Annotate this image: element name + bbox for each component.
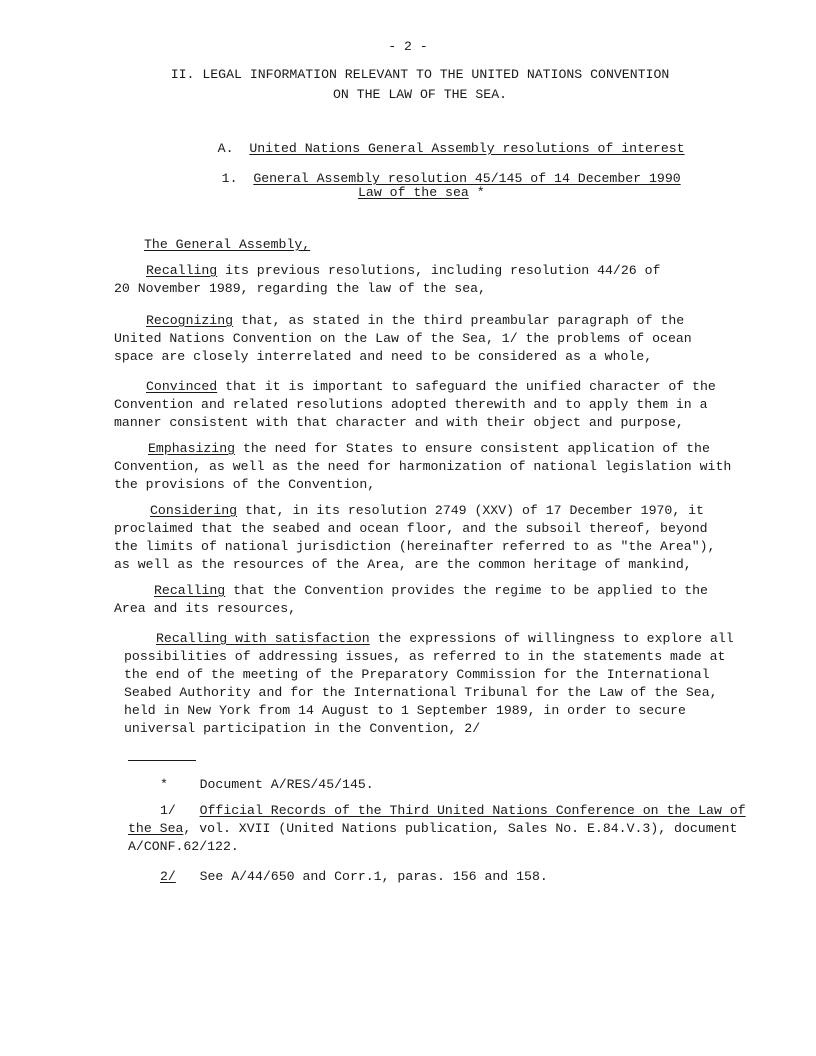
- section-heading-line1: II. LEGAL INFORMATION RELEVANT TO THE UNITED NATIONS CONVENTION: [170, 67, 670, 82]
- paragraph-text: Convention, as well as the need for harmonization of national legislation with: [114, 459, 732, 474]
- preamble-paragraph-1: [114, 262, 754, 298]
- paragraph-text: that, in its resolution 2749 (XXV) of 17 December 1970, it: [237, 503, 704, 518]
- subsection-1-label: 1.: [221, 171, 238, 186]
- paragraph-text: Seabed Authority and for the International Tribunal for the Law of the Sea,: [124, 685, 718, 700]
- footnote-1-source-title-cont: the Sea: [128, 821, 184, 836]
- paragraph-text: Convention and related resolutions adopted therewith and to apply them in a: [114, 397, 708, 412]
- section-heading-line2: ON THE LAW OF THE SEA.: [332, 87, 508, 102]
- footnote-text: , vol. XVII (United Nations publication, Sales No. E.84.V.3), document: [183, 821, 738, 836]
- paragraph-lead: Emphasizing: [148, 441, 236, 456]
- paragraph-text: that, as stated in the third preambular paragraph of the: [233, 313, 685, 328]
- preamble-paragraph-6: [114, 582, 754, 618]
- resolution-title-footnote-mark: *: [468, 185, 485, 200]
- paragraph-lead: Convinced: [146, 379, 218, 394]
- footnote-text: Document A/RES/45/145.: [199, 777, 374, 792]
- paragraph-lead: Recalling: [154, 583, 226, 598]
- footnote-text: See A/44/650 and Corr.1, paras. 156 and 158.: [199, 869, 548, 884]
- paragraph-lead: Considering: [150, 503, 238, 518]
- subsection-a-label: A.: [217, 141, 234, 156]
- paragraph-text: the provisions of the Convention,: [114, 477, 376, 492]
- paragraph-text: Area and its resources,: [114, 601, 297, 616]
- paragraph-text: as well as the resources of the Area, are the common heritage of mankind,: [114, 557, 692, 572]
- footnote-1: [128, 802, 758, 856]
- paragraph-text: the end of the meeting of the Preparatory Commission for the International: [124, 667, 710, 682]
- preamble-paragraph-5: [114, 502, 754, 574]
- footnote-mark: 2/: [160, 869, 176, 884]
- paragraph-text: space are closely interrelated and need to be considered as a whole,: [114, 349, 653, 364]
- paragraph-text: held in New York from 14 August to 1 September 1989, in order to secure: [124, 703, 686, 718]
- assembly-heading: [144, 236, 310, 254]
- paragraph-text: possibilities of addressing issues, as referred to in the statements made at: [124, 649, 726, 664]
- page-number: - 2 -: [388, 39, 428, 54]
- preamble-paragraph-3: [114, 378, 754, 432]
- paragraph-text: manner consistent with that character and with their object and purpose,: [114, 415, 684, 430]
- footnote-2: [160, 868, 548, 886]
- paragraph-text: universal participation in the Convention, 2/: [124, 721, 481, 736]
- footnote-text: A/CONF.62/122.: [128, 839, 239, 854]
- resolution-title: [358, 184, 485, 202]
- paragraph-lead: Recalling with satisfaction: [156, 631, 370, 646]
- paragraph-text: United Nations Convention on the Law of the Sea, 1/ the problems of ocean: [114, 331, 692, 346]
- assembly-heading-text: The General Assembly,: [144, 237, 311, 252]
- paragraph-text: that it is important to safeguard the unified character of the: [217, 379, 716, 394]
- footnote-star: [160, 776, 374, 794]
- paragraph-lead: Recalling: [146, 263, 218, 278]
- paragraph-lead: Recognizing: [146, 313, 234, 328]
- paragraph-text: the expressions of willingness to explore all: [369, 631, 734, 646]
- paragraph-text: proclaimed that the seabed and ocean floor, and the subsoil thereof, beyond: [114, 521, 708, 536]
- footnote-mark: *: [160, 777, 168, 792]
- preamble-paragraph-4: [114, 440, 754, 494]
- paragraph-text: that the Convention provides the regime to be applied to the: [225, 583, 708, 598]
- subsection-a-title: United Nations General Assembly resolutions of interest: [249, 141, 685, 156]
- preamble-paragraph-2: [114, 312, 754, 366]
- paragraph-text: 20 November 1989, regarding the law of the sea,: [114, 281, 486, 296]
- resolution-title-text: Law of the sea: [358, 185, 469, 200]
- footnote-mark: 1/: [160, 803, 176, 818]
- footnote-separator: [128, 760, 196, 761]
- paragraph-text: the need for States to ensure consistent application of the: [235, 441, 710, 456]
- paragraph-text: the limits of national jurisdiction (hereinafter referred to as "the Area"),: [114, 539, 716, 554]
- subsection-1-title: General Assembly resolution 45/145 of 14 December 1990: [253, 171, 681, 186]
- paragraph-text: its previous resolutions, including resolution 44/26 of: [217, 263, 661, 278]
- footnote-1-source-title: Official Records of the Third United Nations Conference on the Law of: [199, 803, 746, 818]
- preamble-paragraph-7: [124, 630, 754, 738]
